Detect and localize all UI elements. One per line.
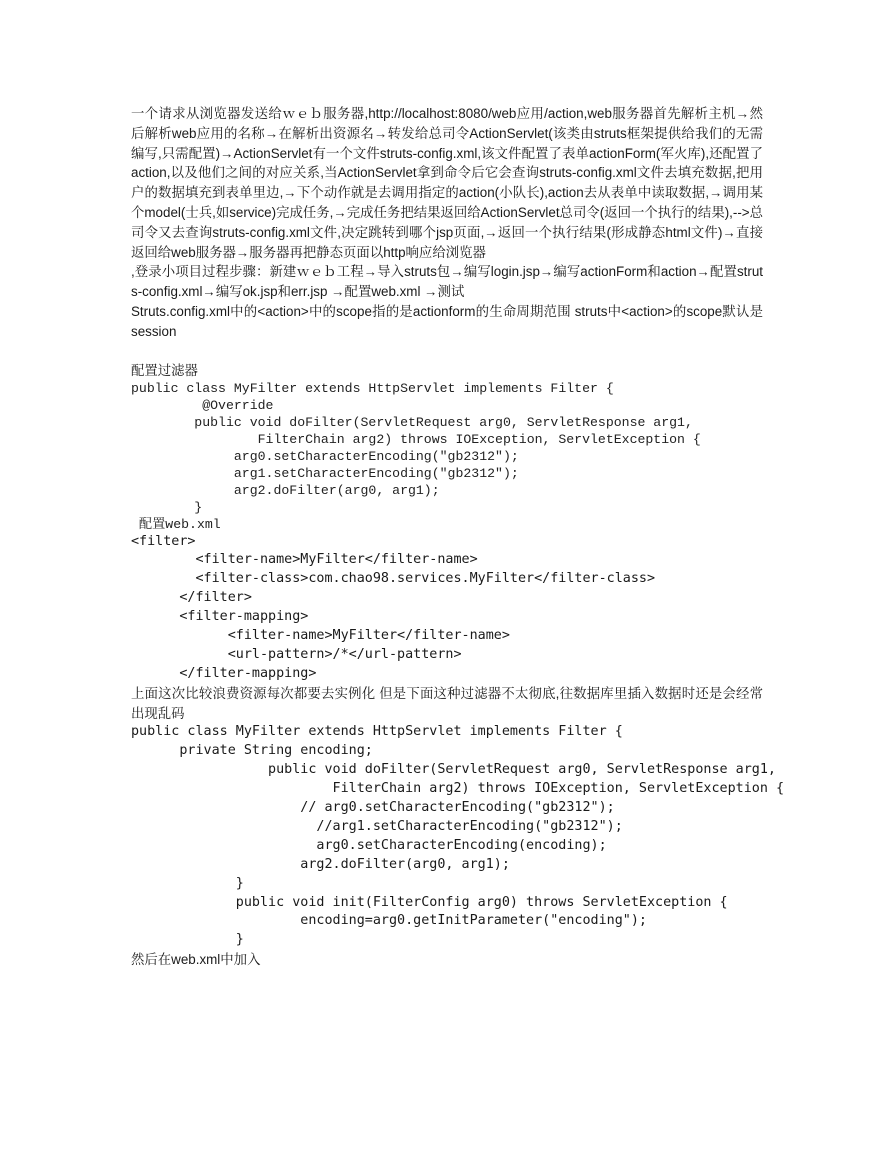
document-page <box>131 104 785 970</box>
filter-heading: 配置过滤器 <box>131 362 198 378</box>
note-paragraph: 上面这次比较浪费资源每次都要去实例化 但是下面这种过滤器不太彻底,往数据库里插入数据时还是会经常出现乱码 <box>131 685 763 721</box>
xml-line: </filter-mapping> <box>131 665 317 681</box>
code-line: @Override <box>131 397 274 413</box>
code-line: FilterChain arg2) throws IOException, ServletException { <box>131 781 785 797</box>
intro-paragraph-steps: ,登录小项目过程步骤：新建ｗｅｂ工程→导入struts包→编写login.jsp→编写actionForm和action→配置struts-config.xml→编写ok.jsp和err.jsp →配置web.xml →测试 <box>131 264 763 300</box>
code-line: FilterChain arg2) throws IOException, ServletException { <box>131 431 701 447</box>
xml-line: <filter> <box>131 533 196 549</box>
code-line: arg0.setCharacterEncoding(encoding); <box>131 837 607 853</box>
code-line: arg0.setCharacterEncoding("gb2312"); <box>131 448 519 464</box>
xml-line: <filter-name>MyFilter</filter-name> <box>131 552 478 568</box>
second-code-block <box>131 723 785 950</box>
intro-paragraph-scope: Struts.config.xml中的<action>中的scope指的是actionform的生命周期范围 struts中<action>的scope默认是session <box>131 303 763 339</box>
code-line: arg2.doFilter(arg0, arg1); <box>131 482 440 498</box>
code-line: //arg1.setCharacterEncoding("gb2312"); <box>131 818 623 834</box>
code-line: } <box>131 932 244 948</box>
filter-code-block <box>131 380 763 516</box>
code-line: arg1.setCharacterEncoding("gb2312"); <box>131 465 519 481</box>
code-line: public void doFilter(ServletRequest arg0, ServletResponse arg1, <box>131 762 776 778</box>
code-line: public class MyFilter extends HttpServlet implements Filter { <box>131 380 614 396</box>
intro-paragraph-flow: 一个请求从浏览器发送给ｗｅｂ服务器,http://localhost:8080/web应用/action,web服务器首先解析主机→然后解析web应用的名称→在解析出资源名→转发给总司令ActionServlet(该类由struts框架提供给我们的无需编写,只需配置)→ActionServlet有一个文件struts-config.xml,该文件配置了表单actionForm(军火库),还配置了action,以及他们之间的对应关系,当ActionServlet拿到命令后它会查询struts-config.xml文件去填充数据,把用户的数据填充到表单里边,→下个动作就是去调用指定的action(小队长),action去从表单中读取数据,→调用某个model(士兵,如service)完成任务,→完成任务把结果返回给ActionServlet总司令(返回一个执行的结果),-->总司令又去查询struts-config.xml文件,决定跳转到哪个jsp页面,→返回一个执行结果(形成静态html文件)→直接返回给web服务器→服务器再把静态页面以http响应给浏览器 <box>131 106 764 260</box>
xml-line: <filter-name>MyFilter</filter-name> <box>131 628 510 644</box>
xml-line: <url-pattern>/*</url-pattern> <box>131 647 462 662</box>
code-line: public void doFilter(ServletRequest arg0, ServletResponse arg1, <box>131 414 693 430</box>
code-line: } <box>131 499 203 515</box>
spacer <box>131 342 763 361</box>
code-line: private String encoding; <box>131 743 373 759</box>
code-line: public void init(FilterConfig arg0) throws ServletException { <box>131 894 728 910</box>
closing-line: 然后在web.xml中加入 <box>131 952 261 968</box>
xml-line: <filter-class>com.chao98.services.MyFilter</filter-class> <box>131 571 656 587</box>
webxml-heading: 配置web.xml <box>131 516 221 532</box>
code-line: public class MyFilter extends HttpServlet implements Filter { <box>131 724 623 740</box>
xml-line: </filter> <box>131 590 252 606</box>
code-line: encoding=arg0.getInitParameter("encoding"); <box>131 913 647 929</box>
xml-line: <filter-mapping> <box>131 609 309 625</box>
code-line: arg2.doFilter(arg0, arg1); <box>131 856 510 872</box>
code-line: // arg0.setCharacterEncoding("gb2312"); <box>131 800 615 816</box>
webxml-code-block <box>131 533 763 684</box>
code-line: } <box>131 875 244 891</box>
